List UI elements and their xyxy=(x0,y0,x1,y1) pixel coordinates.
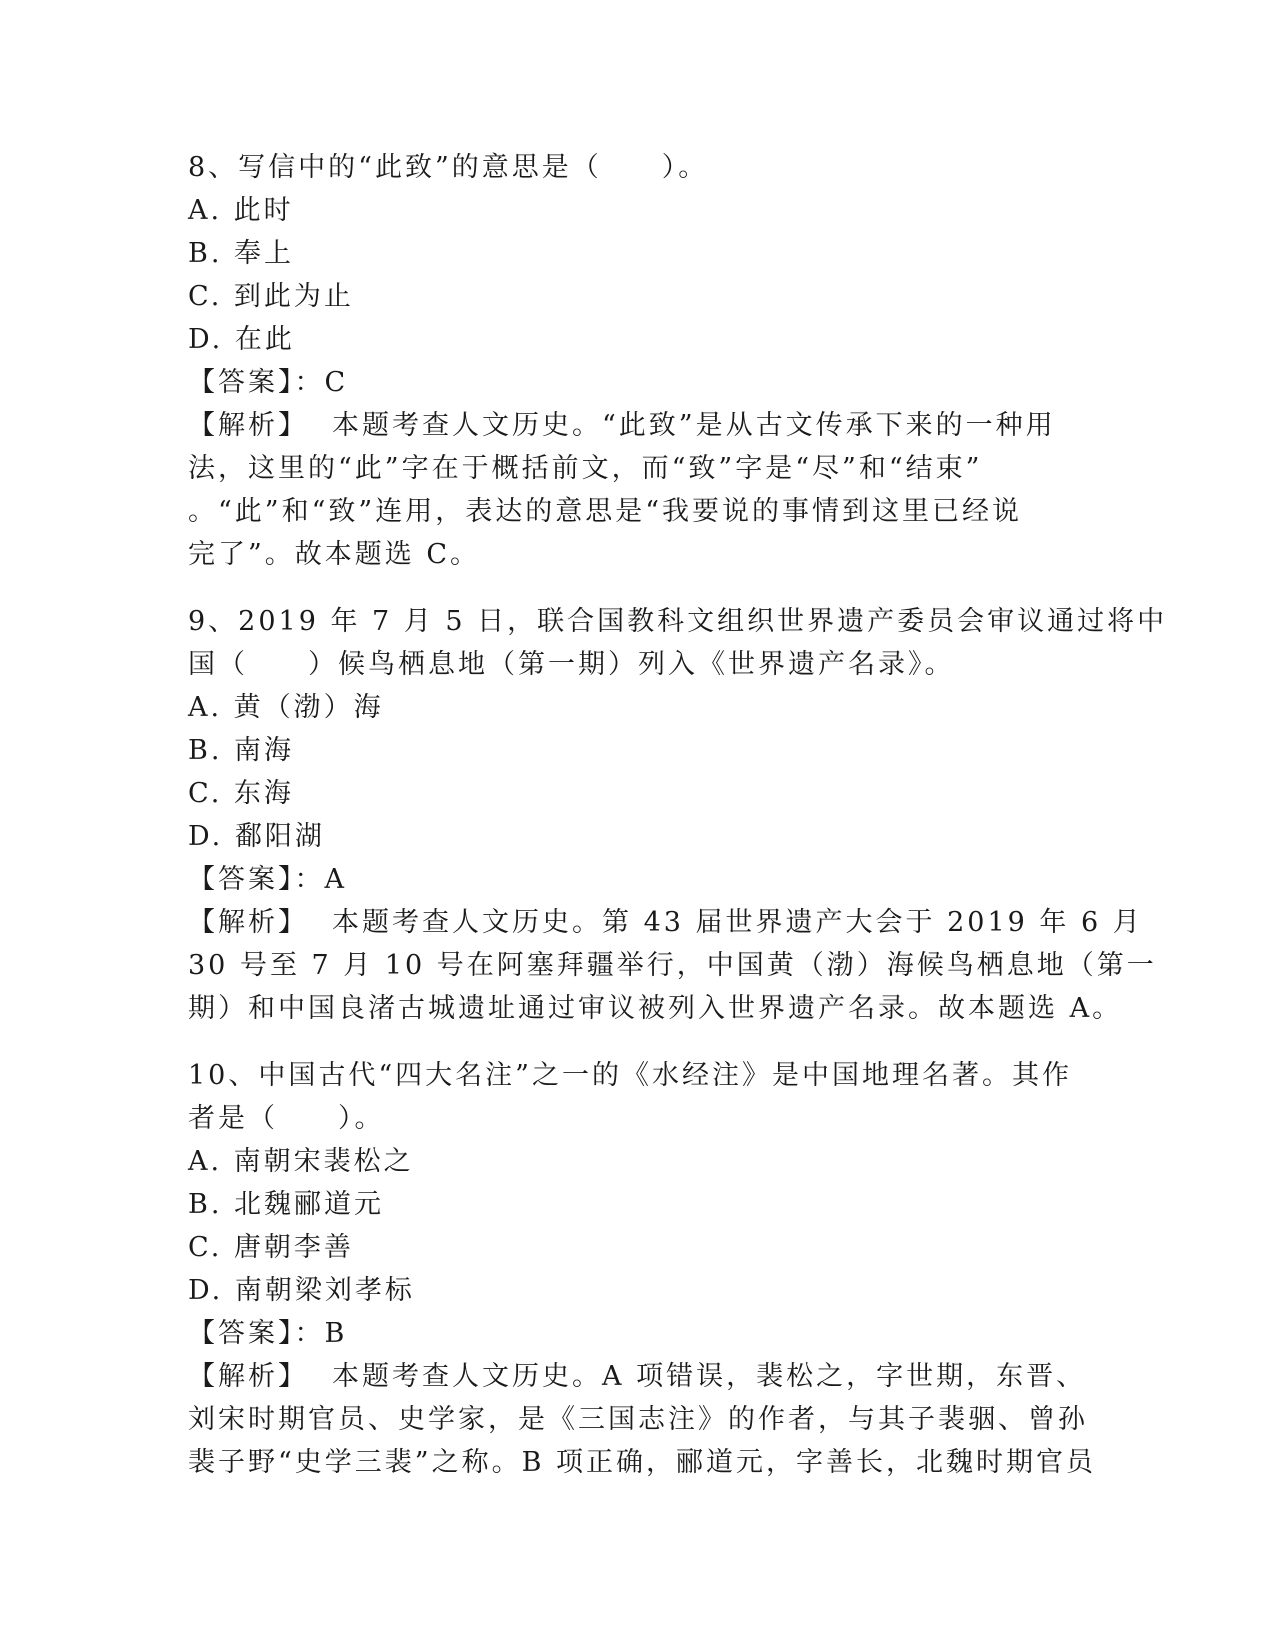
analysis-label: 【解析】 xyxy=(188,410,308,441)
option-d: D. 鄱阳湖 xyxy=(188,821,325,852)
question-stem: 国（ ）候鸟栖息地（第一期）列入《世界遗产名录》。 xyxy=(188,649,955,680)
analysis-line: 。“此”和“致”连用，表达的意思是“我要说的事情到这里已经说 xyxy=(188,496,1023,527)
option-b: B. 南海 xyxy=(188,735,295,766)
analysis-line: 30 号至 7 月 10 号在阿塞拜疆举行，中国黄（渤）海候鸟栖息地（第一 xyxy=(188,950,1157,981)
answer-line xyxy=(188,858,1088,901)
option-c: C. 到此为止 xyxy=(188,281,354,312)
question-10 xyxy=(188,1054,1097,1484)
analysis-line: 法，这里的“此”字在于概括前文，而“致”字是“尽”和“结束” xyxy=(188,453,983,484)
option-a: A. 此时 xyxy=(188,195,294,226)
analysis-line: 裴子野“史学三裴”之称。B 项正确，郦道元，字善长，北魏时期官员 xyxy=(188,1447,1097,1478)
question-stem: 8、写信中的“此致”的意思是（ ）。 xyxy=(188,152,709,183)
answer-label: 【答案】： xyxy=(188,367,325,398)
option-a: A. 黄（渤）海 xyxy=(188,692,384,723)
option-d: D. 在此 xyxy=(188,324,295,355)
question-stem: 9、2019 年 7 月 5 日，联合国教科文组织世界遗产委员会审议通过将中 xyxy=(188,606,1168,637)
question-stem: 者是（ ）。 xyxy=(188,1103,385,1134)
analysis-line: 【解析】 本题考查人文历史。“此致”是从古文传承下来的一种用 xyxy=(188,410,1056,441)
answer-label: 【答案】： xyxy=(188,864,325,895)
analysis-block xyxy=(188,1355,1097,1484)
analysis-line: 【解析】 本题考查人文历史。A 项错误，裴松之，字世期，东晋、 xyxy=(188,1361,1087,1392)
answer-value: B xyxy=(324,1318,348,1349)
analysis-line: 完了”。故本题选 C。 xyxy=(188,539,481,570)
analysis-block xyxy=(188,901,1157,1030)
analysis-block xyxy=(188,404,1088,576)
analysis-label: 【解析】 xyxy=(188,1361,308,1392)
question-8 xyxy=(188,146,1088,576)
answer-value: A xyxy=(324,864,347,895)
answer-label: 【答案】： xyxy=(188,1318,325,1349)
document-page xyxy=(188,146,1168,1484)
question-9 xyxy=(188,600,1168,1030)
analysis-label: 【解析】 xyxy=(188,907,308,938)
question-stem: 10、中国古代“四大名注”之一的《水经注》是中国地理名著。其作 xyxy=(188,1060,1072,1091)
analysis-line: 【解析】 本题考查人文历史。第 43 届世界遗产大会于 2019 年 6 月 xyxy=(188,907,1143,938)
analysis-line: 期）和中国良渚古城遗址通过审议被列入世界遗产名录。故本题选 A。 xyxy=(188,993,1123,1024)
option-b: B. 北魏郦道元 xyxy=(188,1189,385,1220)
option-a: A. 南朝宋裴松之 xyxy=(188,1146,414,1177)
option-d: D. 南朝梁刘孝标 xyxy=(188,1275,415,1306)
analysis-line: 刘宋时期官员、史学家，是《三国志注》的作者，与其子裴骃、曾孙 xyxy=(188,1404,1088,1435)
answer-line xyxy=(188,1312,1088,1355)
answer-line xyxy=(188,361,1088,404)
option-c: C. 东海 xyxy=(188,778,294,809)
option-c: C. 唐朝李善 xyxy=(188,1232,354,1263)
answer-value: C xyxy=(324,367,349,398)
option-b: B. 奉上 xyxy=(188,238,295,269)
